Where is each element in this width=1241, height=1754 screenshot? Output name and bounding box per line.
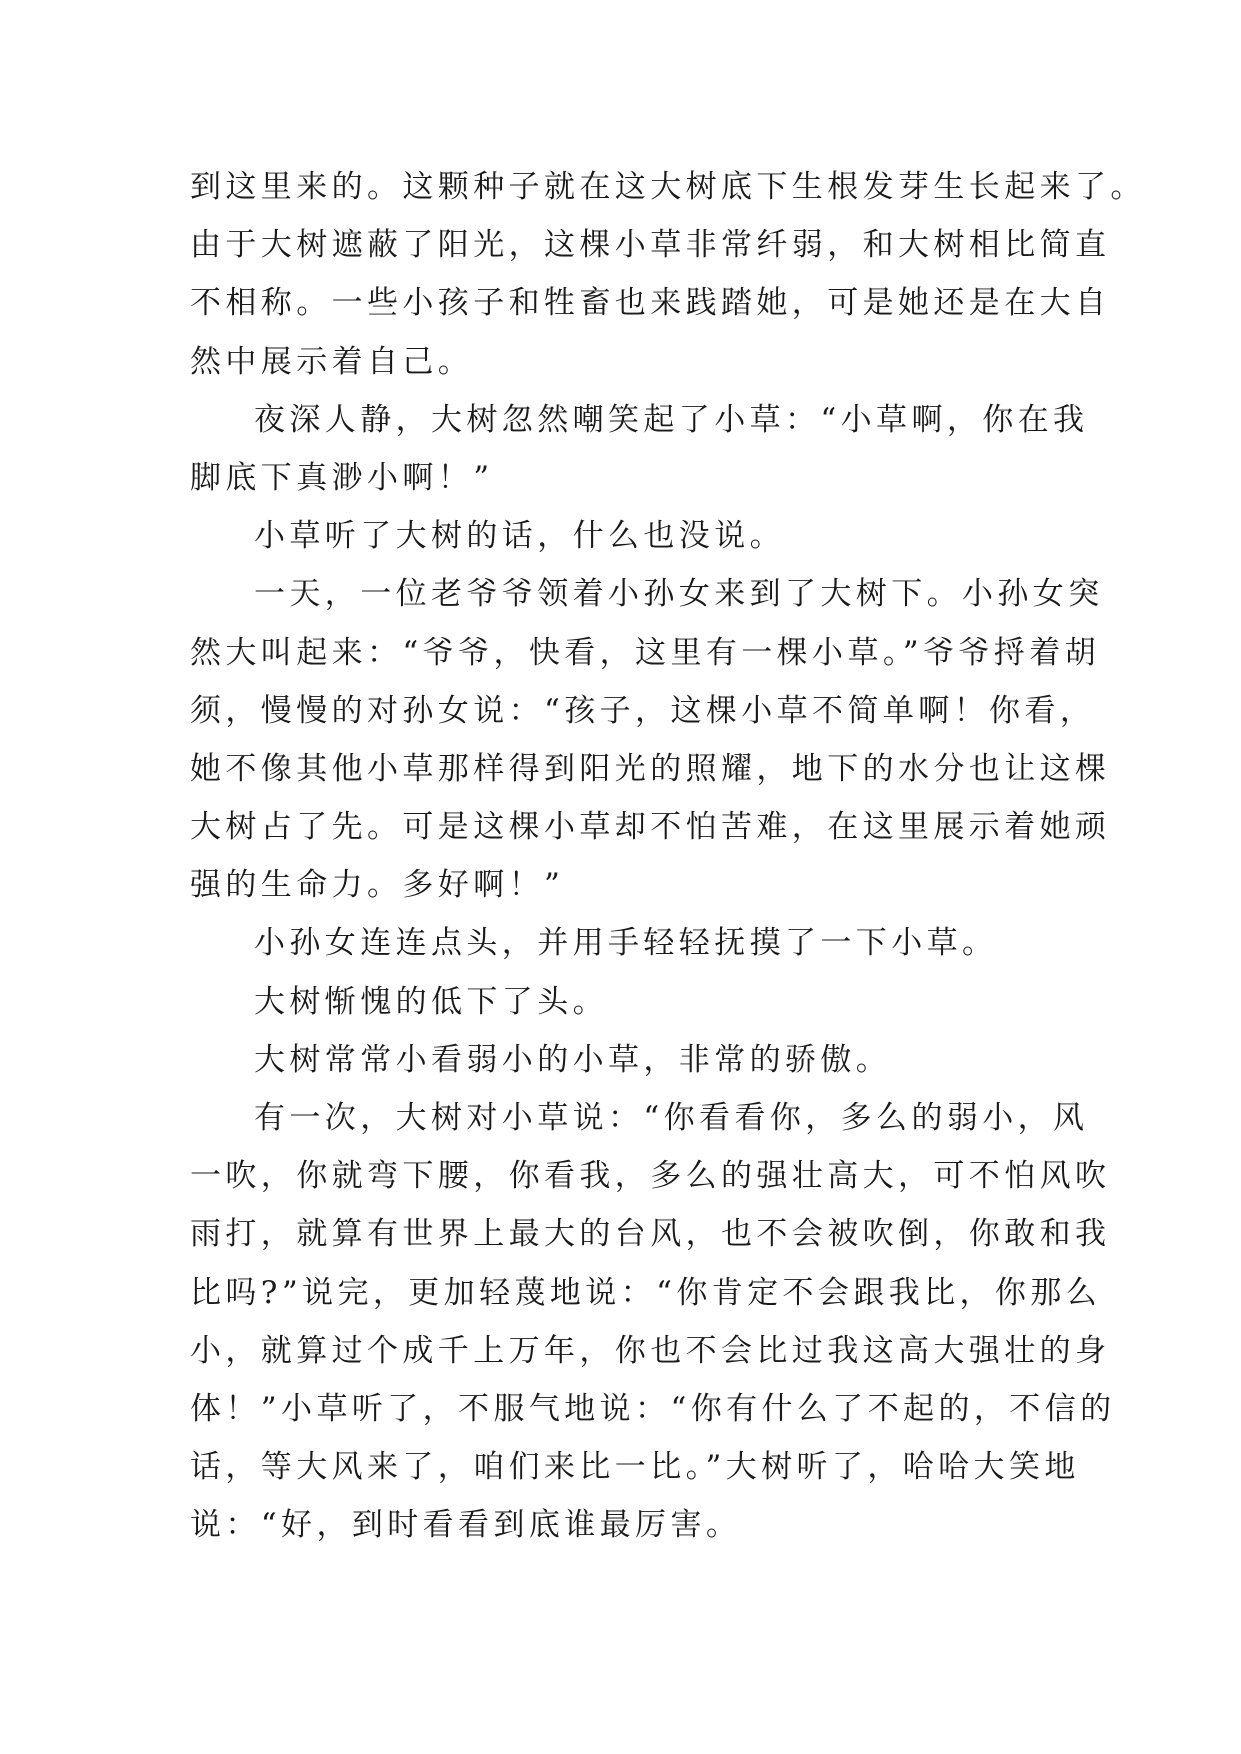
text-line: 大树占了先。可是这棵小草却不怕苦难，在这里展示着她顽 <box>190 809 1111 846</box>
text-line: 一天，一位老爷爷领着小孙女来到了大树下。小孙女突 <box>254 576 1104 613</box>
text-line: 然中展示着自己。 <box>190 343 474 380</box>
text-line: 由于大树遮蔽了阳光，这棵小草非常纤弱，和大树相比简直 <box>190 227 1111 264</box>
text-line: 夜深人静，大树忽然嘲笑起了小草：“小草啊，你在我 <box>254 401 1089 438</box>
text-line: 然大叫起来：“爷爷，快看，这里有一棵小草。”爷爷捋着胡 <box>190 634 1100 671</box>
text-line: 雨打，就算有世界上最大的台风，也不会被吹倒，你敢和我 <box>190 1216 1111 1253</box>
text-line: 脚底下真渺小啊！” <box>190 459 494 496</box>
text-line: 不相称。一些小孩子和牲畜也来践踏她，可是她还是在大自 <box>190 285 1111 322</box>
text-line: 她不像其他小草那样得到阳光的照耀，地下的水分也让这棵 <box>190 750 1111 787</box>
text-line: 比吗?”说完，更加轻蔑地说：“你肯定不会跟我比，你那么 <box>190 1274 1102 1311</box>
text-line: 到这里来的。这颗种子就在这大树底下生根发芽生长起来了。 <box>190 169 1146 205</box>
text-line: 说：“好，到时看看到底谁最厉害。 <box>190 1507 742 1544</box>
text-line: 大树常常小看弱小的小草，非常的骄傲。 <box>254 1041 892 1078</box>
text-line: 小孙女连连点头，并用手轻轻抚摸了一下小草。 <box>254 925 998 962</box>
text-line: 大树惭愧的低下了头。 <box>254 983 608 1020</box>
text-line: 小，就算过个成千上万年，你也不会比过我这高大强壮的身 <box>190 1332 1111 1369</box>
text-line: 体！”小草听了，不服气地说：“你有什么了不起的，不信的 <box>190 1390 1116 1427</box>
text-line: 有一次，大树对小草说：“你看看你，多么的弱小，风 <box>254 1100 1089 1136</box>
text-line: 话，等大风来了，咱们来比一比。”大树听了，哈哈大笑地 <box>190 1449 1080 1486</box>
text-line: 一吹，你就弯下腰，你看我，多么的强壮高大，可不怕风吹 <box>190 1158 1111 1195</box>
text-line: 强的生命力。多好啊！” <box>190 867 565 904</box>
text-line: 小草听了大树的话，什么也没说。 <box>254 518 785 555</box>
story-text <box>190 158 1146 1555</box>
text-line: 须，慢慢的对孙女说：“孩子，这棵小草不简单啊！你看， <box>190 692 1096 729</box>
